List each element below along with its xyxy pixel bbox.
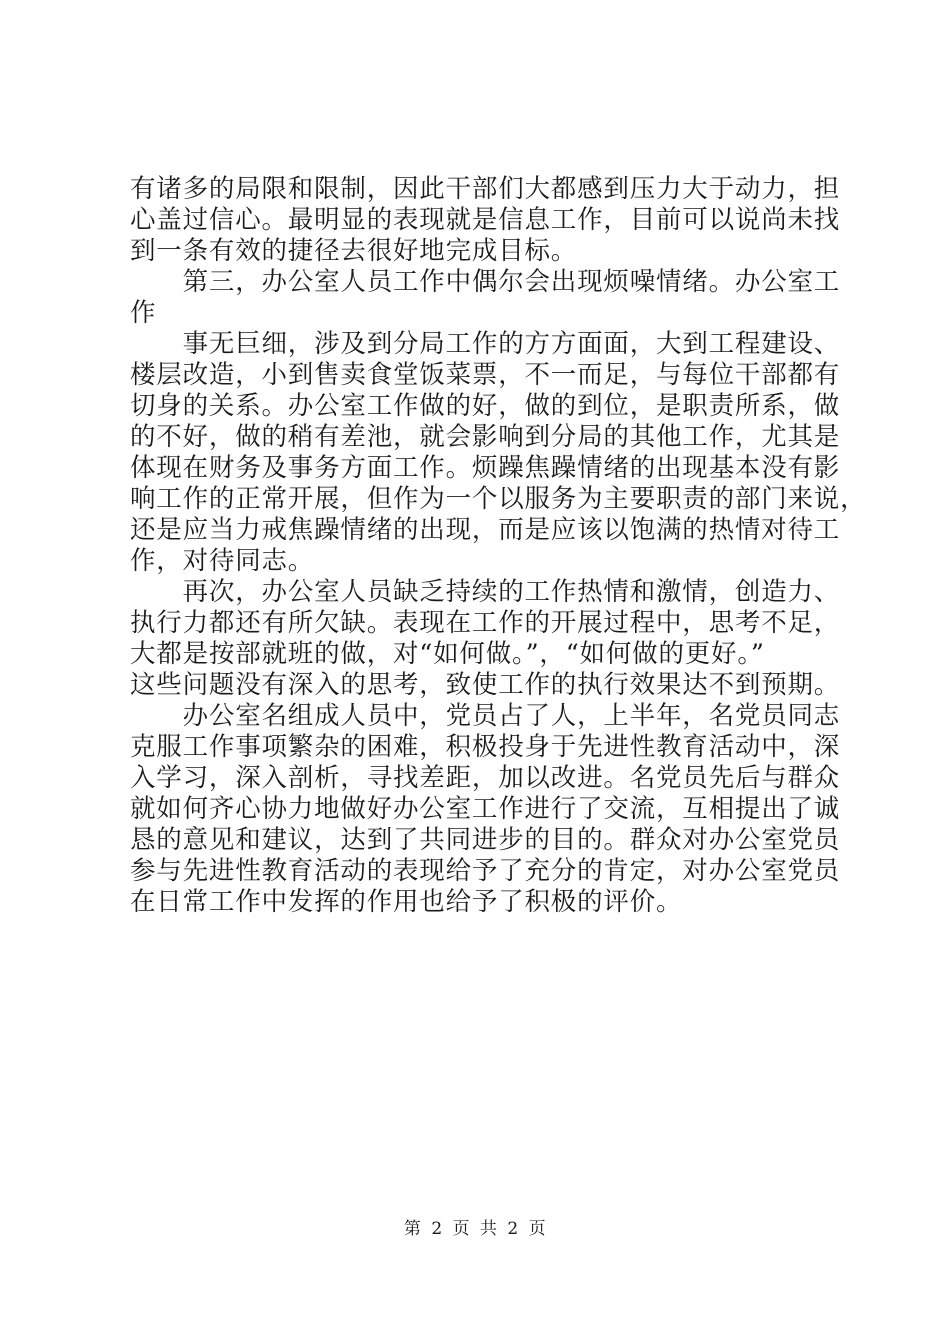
text-line: 楼层改造，小到售卖食堂饭菜票，不一而足，与每位干部都有 — [130, 360, 841, 390]
text-line: 事无巨细，涉及到分局工作的方方面面，大到工程建设、 — [130, 329, 841, 359]
text-line: 有诸多的局限和限制，因此干部们大都感到压力大于动力，担 — [130, 174, 841, 204]
text-line: 再次，办公室人员缺乏持续的工作热情和激情，创造力、 — [130, 577, 841, 607]
text-line: 恳的意见和建议，达到了共同进步的目的。群众对办公室党员 — [130, 825, 841, 855]
text-line: 体现在财务及事务方面工作。烦躁焦躁情绪的出现基本没有影 — [130, 453, 841, 483]
text-line: 作，对待同志。 — [130, 546, 315, 576]
text-line: 心盖过信心。最明显的表现就是信息工作，目前可以说尚未找 — [130, 205, 841, 235]
text-line: 克服工作事项繁杂的困难，积极投身于先进性教育活动中，深 — [130, 732, 841, 762]
text-line: 大都是按部就班的做，对“如何做。”，“如何做的更好。” — [130, 639, 765, 669]
text-line: 第三，办公室人员工作中偶尔会出现烦噪情绪。办公室工 — [130, 267, 841, 297]
text-line: 响工作的正常开展，但作为一个以服务为主要职责的部门来说， — [130, 484, 867, 514]
text-line: 到一条有效的捷径去很好地完成目标。 — [130, 236, 578, 266]
text-line: 执行力都还有所欠缺。表现在工作的开展过程中，思考不足， — [130, 608, 841, 638]
body-text — [130, 174, 867, 918]
text-line: 就如何齐心协力地做好办公室工作进行了交流，互相提出了诚 — [130, 794, 841, 824]
text-line: 办公室名组成人员中，党员占了人，上半年，名党员同志 — [130, 701, 841, 731]
text-line: 这些问题没有深入的思考，致使工作的执行效果达不到预期。 — [130, 670, 841, 700]
text-line: 入学习，深入剖析，寻找差距，加以改进。名党员先后与群众 — [130, 763, 841, 793]
text-line: 切身的关系。办公室工作做的好，做的到位，是职责所系，做 — [130, 391, 841, 421]
page-number-footer: 第 2 页 共 2 页 — [403, 1219, 547, 1239]
text-line: 参与先进性教育活动的表现给予了充分的肯定，对办公室党员 — [130, 856, 841, 886]
text-line: 的不好，做的稍有差池，就会影响到分局的其他工作，尤其是 — [130, 422, 841, 452]
text-line: 作 — [130, 298, 157, 328]
text-line: 在日常工作中发挥的作用也给予了积极的评价。 — [130, 887, 683, 917]
text-line: 还是应当力戒焦躁情绪的出现，而是应该以饱满的热情对待工 — [130, 515, 841, 545]
